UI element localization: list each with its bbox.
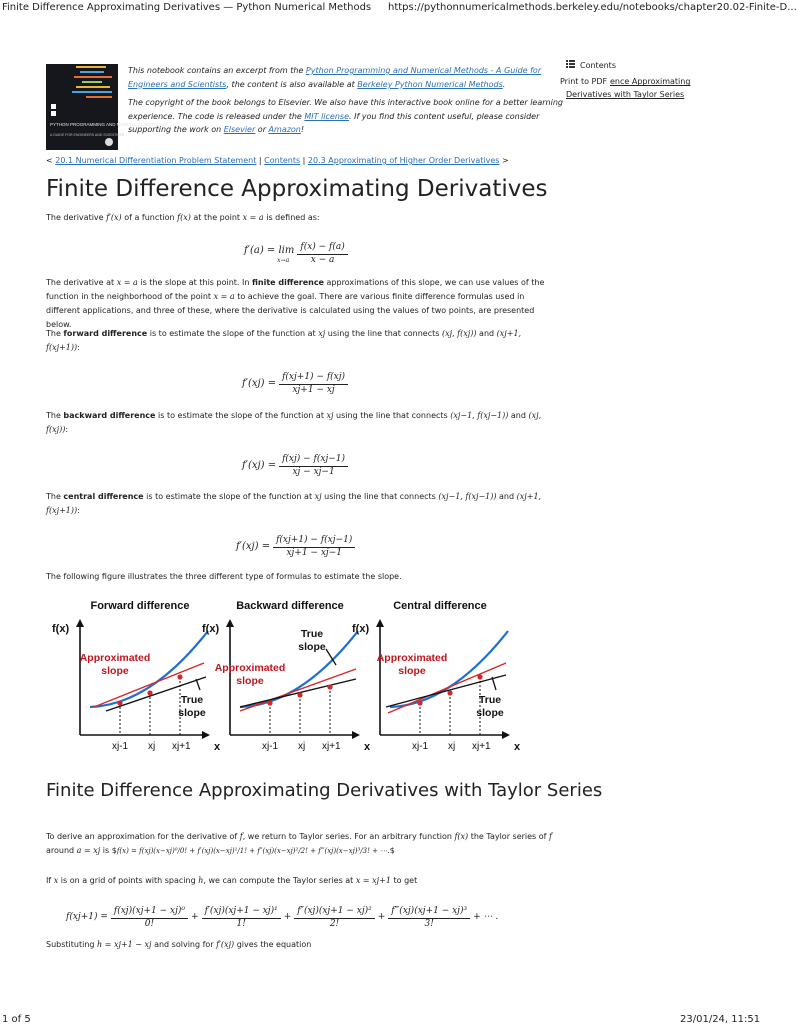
toc-header[interactable] — [566, 60, 700, 72]
approximated-slope-label: Approximated — [79, 652, 151, 664]
x-tick-label: xj — [148, 741, 156, 752]
x-axis-arrow-icon — [352, 731, 360, 739]
y-axis-arrow-icon — [376, 619, 384, 627]
panel-xlabel: x — [514, 741, 521, 753]
book-cover-title: PYTHON PROGRAMMING AND NUMERICAL METHODS — [50, 122, 167, 127]
print-footer-datetime: 23/01/24, 11:51 — [680, 1014, 761, 1025]
equation-backward-difference: f′(xj) = $\frac{f(xj) - f(xj-1)}{xj - xj-1}$ — [242, 454, 351, 478]
grid-point — [177, 674, 182, 679]
taylor-paragraph: To derive an approximation for the derivative of f, we return to Taylor series. For an arbitrary function f(x) the Taylor series of f around a = xj is $f(x) = f(xj)(x−xj)⁰/0! + f′(xj)(x−xj)¹/1! + f″(xj)(x−xj)²/2! + f‴(xj)(x−xj)³/3! + ⋯.$ — [46, 832, 552, 855]
true-slope-pointer — [492, 677, 496, 690]
list-icon — [566, 60, 575, 72]
true-slope-label: slope — [298, 641, 326, 653]
grid-point — [327, 684, 332, 689]
panel-title: Forward difference — [90, 600, 190, 612]
x-tick-label: xj-1 — [412, 741, 429, 752]
print-to-pdf-button[interactable]: Print to PDF — [560, 76, 607, 88]
toc-item-taylor-line2[interactable]: Derivatives with Taylor Series — [566, 90, 685, 100]
intro-paragraph-2: The copyright of the book belongs to Elsevier. We also have this interactive book online for a better learning experience. The code is released under the MIT license. If you find this content useful, please consider supporting the work on Elsevier or Amazon! — [128, 98, 563, 135]
book-cover-subtitle: A GUIDE FOR ENGINEERS AND SCIENTISTS — [50, 133, 124, 137]
approximated-slope-label: Approximated — [376, 652, 448, 664]
equation-forward-difference: f′(xj) = $\frac{f(xj+1) - f(xj)}{xj+1 - xj}$ — [242, 372, 351, 396]
backward-difference-paragraph: The backward difference is to estimate the slope of the function at xj using the line that connects (xj−1, f(xj−1)) and (xj, f(xj)): — [46, 411, 542, 434]
x-tick-label: xj+1 — [472, 741, 491, 752]
mit-license-link[interactable]: MIT license — [304, 111, 349, 121]
print-footer-page-count: 1 of 5 — [2, 1014, 31, 1025]
x-tick-label: xj — [298, 741, 306, 752]
true-slope-pointer — [196, 679, 200, 690]
true-slope-label: slope — [178, 707, 206, 719]
finite-difference-svg — [40, 595, 530, 755]
equation-central-difference: f′(xj) = $\frac{f(xj+1) - f(xj-1)}{xj+1 - xj-1}$ — [236, 535, 358, 559]
chapter-navigation: < 20.1 Numerical Differentiation Problem Statement | Contents | 20.3 Approximating of Higher Order Derivatives > — [46, 156, 509, 165]
finite-difference-figure — [40, 595, 530, 755]
panel-xlabel: x — [364, 741, 371, 753]
figure-intro-paragraph: The following figure illustrates the three different type of formulas to estimate the slope. — [46, 572, 402, 581]
toc-label: Contents — [580, 61, 616, 70]
panel-title: Backward difference — [236, 600, 344, 612]
panel-ylabel: f(x) — [202, 623, 220, 635]
x-axis-arrow-icon — [202, 731, 210, 739]
elsevier-link[interactable]: Elsevier — [223, 125, 256, 135]
grid-point — [417, 700, 422, 705]
book-link[interactable]: Python Programming and Numerical Methods - A Guide for Engineers and Scientists — [128, 66, 542, 89]
next-section-link[interactable]: 20.3 Approximating of Higher Order Derivatives — [307, 156, 500, 165]
true-slope-label: slope — [476, 707, 504, 719]
grid-point — [447, 690, 452, 695]
panel-ylabel: f(x) — [352, 623, 370, 635]
approximated-slope-label: Approximated — [214, 662, 286, 674]
intro-notice — [128, 64, 568, 142]
true-slope-label: True — [180, 694, 204, 706]
equation-taylor-series: f(xj+1) = $\frac{\text{f(xj)(xj+1 − xj)⁰}}{0!}$ + $\frac{\text{f′(xj)(xj+1 − xj)¹}}{1!}$ + $\frac{\text{f″(xj)(xj+1 − xj)²}}{2!}$ + $\frac{\text{f‴(xj)(xj+1 − xj)³}}{3!}$ + ⋯ . — [66, 906, 499, 929]
grid-spacing-paragraph: If x is on a grid of points with spacing h, we can compute the Taylor series at x = xj+1 to get — [46, 876, 418, 885]
equation-derivative-definition: f′(a) = lim x→a $\frac{f(x) - f(a)}{x - a}$ — [244, 242, 351, 266]
approximated-slope-label: slope — [101, 665, 129, 677]
true-slope-label: True — [300, 628, 324, 640]
approximated-slope-label: slope — [398, 665, 426, 677]
forward-difference-paragraph: The forward difference is to estimate the slope of the function at xj using the line that connects (xj, f(xj)) and (xj+1, f(xj+1)): — [46, 329, 522, 352]
page-title: Finite Difference Approximating Derivatives — [46, 176, 548, 202]
panel-title: Central difference — [393, 600, 487, 612]
grid-point — [267, 700, 272, 705]
section-taylor-title: Finite Difference Approximating Derivatives with Taylor Series — [46, 780, 603, 801]
panel-ylabel: f(x) — [52, 623, 70, 635]
intro-paragraph-1: This notebook contains an excerpt from the Python Programming and Numerical Methods - A Guide for Engineers and Scientists, the content is also available at Berkeley Python Numerical Methods. — [128, 66, 542, 89]
grid-point — [117, 700, 122, 705]
grid-point — [477, 674, 482, 679]
amazon-link[interactable]: Amazon — [268, 125, 301, 135]
x-tick-label: xj-1 — [112, 741, 129, 752]
x-tick-label: xj+1 — [172, 741, 191, 752]
y-axis-arrow-icon — [226, 619, 234, 627]
contents-link[interactable]: Contents — [264, 156, 301, 165]
toc-panel — [560, 60, 700, 106]
grid-point — [297, 692, 302, 697]
toc-item-taylor[interactable]: ence Approximating — [610, 77, 691, 87]
book-cover-image — [46, 64, 167, 150]
grid-point — [147, 690, 152, 695]
x-tick-label: xj+1 — [322, 741, 341, 752]
print-header-title: Finite Difference Approximating Derivatives — Python Numerical Methods — [2, 2, 372, 13]
x-axis-arrow-icon — [502, 731, 510, 739]
definition-paragraph: The derivative f′(x) of a function f(x) at the point x = a is defined as: — [46, 213, 320, 222]
finite-difference-paragraph: The derivative at x = a is the slope at this point. In finite difference approximations of this slope, we can use values of the function in the neighborhood of the point x = a to achieve the goal. There are various finite difference formulas used in different applications, and three of these, where the derivative is calculated using the values of two points, are presented below. — [46, 278, 545, 329]
berkeley-site-link[interactable]: Berkeley Python Numerical Methods — [357, 79, 503, 89]
true-slope-label: True — [478, 694, 502, 706]
central-difference-paragraph: The central difference is to estimate the slope of the function at xj using the line that connects (xj−1, f(xj−1)) and (xj+1, f(xj+1)): — [46, 492, 542, 515]
x-tick-label: xj-1 — [262, 741, 279, 752]
prev-section-link[interactable]: 20.1 Numerical Differentiation Problem Statement — [55, 156, 257, 165]
approximated-slope-label: slope — [236, 675, 264, 687]
y-axis-arrow-icon — [76, 619, 84, 627]
print-header-url: https://pythonnumericalmethods.berkeley.edu/notebooks/chapter20.02-Finite-D... — [388, 2, 797, 13]
panel-xlabel: x — [214, 741, 221, 753]
substitution-paragraph: Substituting h = xj+1 − xj and solving for f′(xj) gives the equation — [46, 940, 312, 949]
x-tick-label: xj — [448, 741, 456, 752]
